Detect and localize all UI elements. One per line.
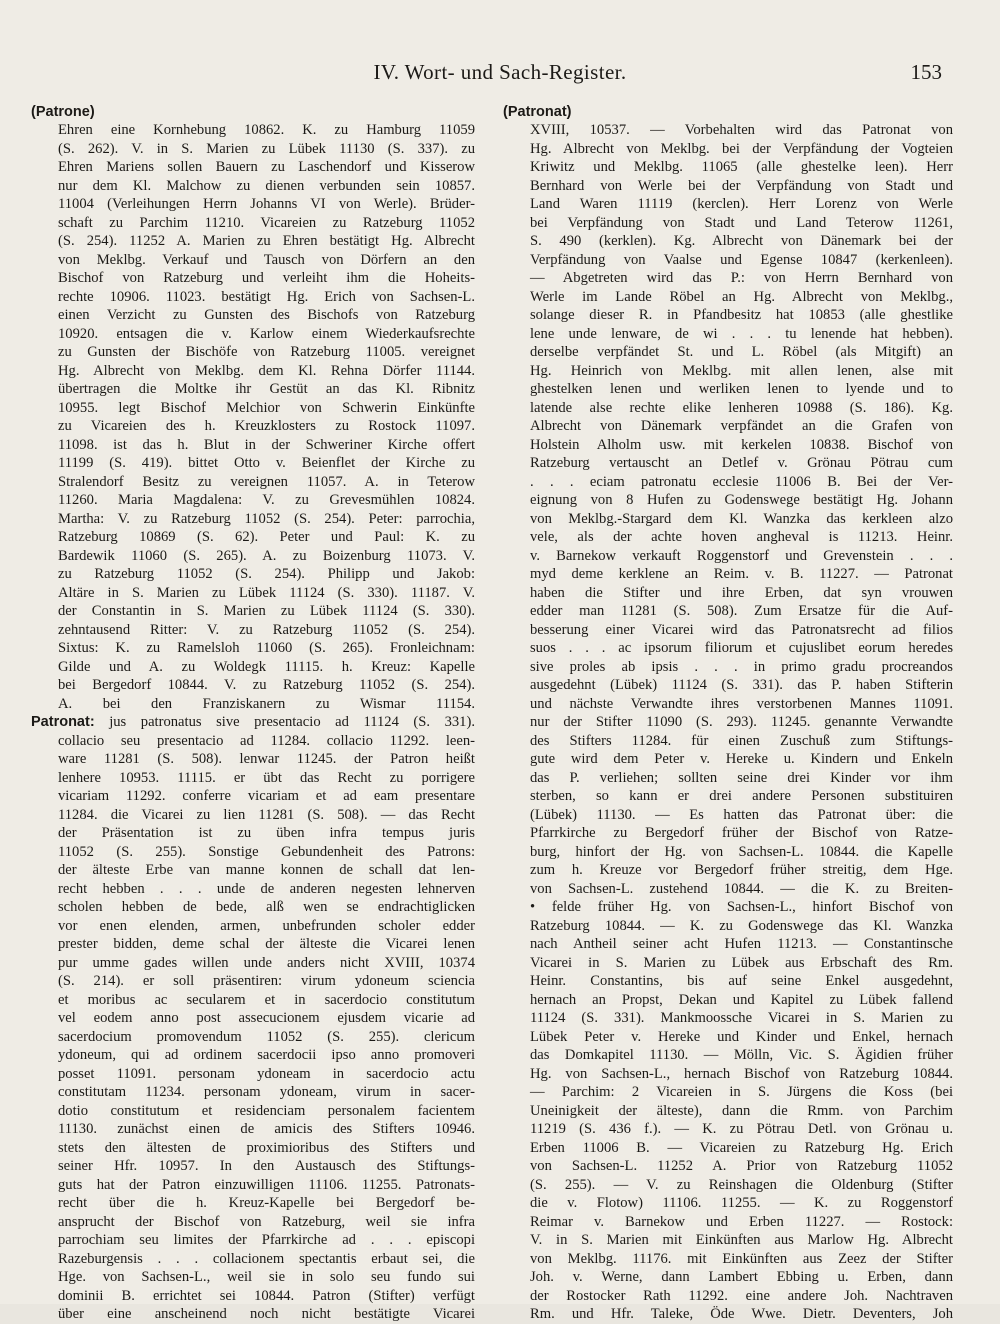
text-line: 11130. zunächst einen de amicis des Stifters 10946. bbox=[58, 1121, 475, 1137]
text-line: Albrecht von Dänemark verpfändet an die Grafen von bbox=[530, 418, 953, 434]
text-line: sacerdocium promovendum 11052 (S. 255). clericum bbox=[58, 1028, 475, 1045]
text-line: A. bei den Franziskanern zu Wismar 11154. bbox=[58, 695, 475, 712]
text-line: seiner Hfr. 10957. In den Austausch des Stiftungs- bbox=[58, 1158, 475, 1174]
text-line: eignung von 8 Hufen zu Godenswege bestätigt Hg. Johann bbox=[530, 492, 953, 508]
text-line: latende alse rechte elike lenheren 10988 (S. 186). Kg. bbox=[530, 399, 953, 416]
text-line: über eine anscheinend noch nicht bestätigte Vicarei bbox=[58, 1306, 475, 1322]
text-line: Sixtus: K. zu Ramelsloh 11060 (S. 265). Fronleichnam: bbox=[58, 640, 475, 656]
text-line: Ratzeburg 10844. — K. zu Godenswege das Kl. Wanzka bbox=[530, 917, 953, 934]
text-line: 11052 (S. 255). Sonstige Gebundenheit des Patrons: bbox=[58, 843, 475, 860]
text-line: von Meklbg. Verkauf und Tausch von Dörfern an den bbox=[58, 251, 475, 268]
page-title: IV. Wort- und Sach-Register. bbox=[373, 60, 627, 84]
text-line: Ehren Mariens sollen Bauern zu Laschendorf und Kisserow bbox=[58, 159, 475, 175]
text-line: V. in S. Marien mit Einkünften aus Marlow Hg. Albrecht bbox=[530, 1232, 953, 1248]
text-line: (S. 214). er soll präsentiren: virum ydoneum sciencia bbox=[58, 973, 475, 989]
text-line: suos . . . ac ipsorum filiorum et cujuslibet eorum heredes bbox=[530, 640, 953, 656]
text-line: bei Bergedorf 10844. V. zu Ratzeburg 11052 (S. 254). bbox=[58, 677, 475, 693]
text-line: Razeburgensis . . . collacionem spectantis erbaut sei, die bbox=[58, 1250, 475, 1267]
text-line: bei Verpfändung von Stadt und Land Teterow 11261, bbox=[530, 214, 953, 231]
text-line: der Rostocker Rath 11292. eine andere Joh. Nachtraven bbox=[530, 1287, 953, 1304]
text-line: übertragen die Moltke ihr Gestüt an das Kl. Ribnitz bbox=[58, 381, 475, 397]
text-line: dominii B. errichtet sei 10844. Patron (Stifter) verfügt bbox=[58, 1287, 475, 1304]
text-line: ausgedehnt (Lübek) 11124 (S. 331). das P. haben Stifterin bbox=[530, 677, 953, 693]
text-line: burg, hinfort der Hg. von Sachsen-L. 10844. die Kapelle bbox=[530, 843, 953, 860]
text-line: Joh. v. Werne, dann Lambert Ebbing u. Erben, dann bbox=[530, 1269, 953, 1285]
text-line: ydoneum, qui ad ordinem sacerdocii ipso anno promoveri bbox=[58, 1047, 475, 1063]
text-line: nur der Stifter 11090 (S. 293). 11245. genannte Verwandte bbox=[530, 714, 953, 730]
text-line: besserung einer Vicarei wird das Patronatsrecht ad filios bbox=[530, 621, 953, 638]
text-line: 11284. die Vicarei zu lien 11281 (S. 508). — das Recht bbox=[58, 806, 475, 823]
text-line: (S. 262). V. in S. Marien zu Lübek 11130 (S. 337). zu bbox=[58, 140, 475, 157]
text-line bbox=[31, 713, 475, 732]
text-line: Ehren eine Kornhebung 10862. K. zu Hamburg 11059 bbox=[58, 122, 475, 138]
text-line: 11199 (S. 419). bittet Otto v. Beienflet der Kirche zu bbox=[58, 455, 475, 471]
text-line: et moribus ac secularem et in sacerdocio constitutum bbox=[58, 991, 475, 1008]
text-line: Bischof von Ratzeburg und verleiht ihm die Hoheits- bbox=[58, 270, 475, 286]
text-line: . . . eciam patronatu ecclesie 11006 B. Bei der Ver- bbox=[530, 473, 953, 490]
text-line: Land Waren 11119 (kerclen). Herr Lorenz von Werle bbox=[530, 196, 953, 212]
text-line: von Sachsen-L. zustehend 10844. — die K. zu Breiten- bbox=[530, 880, 953, 897]
text-line: 10920. entsagen die v. Karlow einem Wiederkaufsrechte bbox=[58, 325, 475, 342]
text-line: lenhere 10953. 11115. er übt das Recht zu porrigere bbox=[58, 769, 475, 786]
text-line: — Parchim: 2 Vicareien in S. Jürgens die Koss (bei bbox=[530, 1084, 953, 1100]
text-line: (Lübek) 11130. — Es hatten das Patronat über: die bbox=[530, 806, 953, 823]
continued-heading-left: (Patrone) bbox=[31, 104, 95, 120]
text-line: ware 11281 (S. 508). lenwar 11245. der Patron heißt bbox=[58, 751, 475, 767]
text-line: von Meklbg.-Stargard dem Kl. Wanzka das kerkleen alzo bbox=[530, 510, 953, 527]
text-line: Hg. Heinrich von Meklbg. mit allen lenen, alse mit bbox=[530, 362, 953, 379]
text-line: Ratzeburg 10869 (S. 62). Peter und Paul: K. zu bbox=[58, 529, 475, 545]
entry-patronat bbox=[31, 713, 475, 1324]
text-line: • felde früher Hg. von Sachsen-L., hinfort Bischof von bbox=[530, 899, 953, 915]
text-line: 11219 (S. 436 f.). — K. zu Pötrau Detl. von Grönau u. bbox=[530, 1121, 953, 1137]
text-line: ansprucht der Bischof von Ratzeburg, weil sie infra bbox=[58, 1213, 475, 1230]
text-line: vel eodem anno post assecucionem ejusdem vicarie ad bbox=[58, 1010, 475, 1026]
text-line: XVIII, 10537. — Vorbehalten wird das Patronat von bbox=[530, 122, 953, 138]
text-line: zum h. Kreuze vor Bergedorf früher streitig, dem Hge. bbox=[530, 862, 953, 878]
page-number: 153 bbox=[910, 60, 942, 84]
text-line: zu Ratzeburg 11052 (S. 254). Philipp und Jakob: bbox=[58, 566, 475, 582]
text-line: dotio constitutum et residenciam personalem facientem bbox=[58, 1102, 475, 1119]
text-line: gute wird dem Peter v. Hereke u. Kindern und Enkeln bbox=[530, 751, 953, 767]
text-line: Hg. Albrecht von Meklbg. bei der Verpfändung der Vogteien bbox=[530, 140, 953, 157]
text-line: collacio seu presentacio ad 11284. collacio 11292. leen- bbox=[58, 732, 475, 749]
text-line: Heinr. Constantins, bis auf seine Enkel ausgedehnt, bbox=[530, 973, 953, 989]
text-line: vicariam 11292. conferre vicariam et ad eam presentare bbox=[58, 788, 475, 804]
text-line: Pfarrkirche zu Bergedorf früher der Bischof von Ratze- bbox=[530, 825, 953, 841]
text-line: lene unde lenware, de wi . . . tu lenende hat hebben). bbox=[530, 325, 953, 342]
text-line: Lübek Peter v. Hereke und Kinder und Enkel, hernach bbox=[530, 1028, 953, 1045]
text-line: der Constantin in S. Marien zu Lübek 11124 (S. 330). bbox=[58, 603, 475, 619]
text-line: zu Gunsten der Bischöfe von Ratzeburg 11005. vereignet bbox=[58, 344, 475, 360]
text-line: Stralendorf Besitz zu vereignen 11057. A. in Teterow bbox=[58, 473, 475, 490]
text-line: vele, als der achte hoven angheval is 11213. Heinr. bbox=[530, 529, 953, 545]
text-line: recht über die h. Kreuz-Kapelle bei Bergedorf be- bbox=[58, 1195, 475, 1211]
text-line: Kriwitz und Meklbg. 11065 (alle ghestelke leen). Herr bbox=[530, 159, 953, 175]
left-column bbox=[31, 103, 475, 1322]
text-line: des Stifters 11284. für einen Zuschuß zum Stiftungs- bbox=[530, 732, 953, 749]
text-line: Hge. von Sachsen-L., weil sie in solo seu fundo sui bbox=[58, 1269, 475, 1285]
text-line: und nächste Verwandte ihres verstorbenen Mannes 11091. bbox=[530, 695, 953, 712]
left-column-text bbox=[31, 121, 475, 713]
text-line: guts hat der Patron einzuwilligen 11106. 11255. Patronats- bbox=[58, 1176, 475, 1193]
text-line: hernach an Propst, Dekan und Kapitel zu Lübek fallend bbox=[530, 991, 953, 1008]
text-line: Erben 11006 B. — Vicareien zu Ratzeburg Hg. Erich bbox=[530, 1139, 953, 1156]
text-line: Martha: V. zu Ratzeburg 11052 (S. 254). Peter: parrochia, bbox=[58, 510, 475, 527]
text-line: myd deme kerklene an Reim. v. B. 11227. — Patronat bbox=[530, 566, 953, 582]
text-line: Bernhard von Werle bei der Verpfändung von Stadt und bbox=[530, 177, 953, 194]
text-line: S. 490 (kerklen). Kg. Albrecht von Dänemark bei der bbox=[530, 233, 953, 249]
text-line: edder man 11281 (S. 508). Zum Ersatze für die Auf- bbox=[530, 603, 953, 619]
text-line: sive proles ab ipsis . . . in primo gradu procreandos bbox=[530, 658, 953, 675]
text-line: posset 11091. personam ydoneam in sacerdocio actu bbox=[58, 1065, 475, 1082]
text-line: Rm. und Hfr. Taleke, Öde Wwe. Dietr. Deventers, Joh bbox=[530, 1306, 953, 1322]
text-line: zehntausend Ritter: V. zu Ratzeburg 11052 (S. 254). bbox=[58, 621, 475, 638]
text-line: Reimar v. Barnekow und Erben 11227. — Rostock: bbox=[530, 1213, 953, 1230]
text-line: scholen hebben de bede, alß wen se endrachtiglicken bbox=[58, 899, 475, 915]
text-line: prester bidden, deme schal der älteste die Vicarei lenen bbox=[58, 936, 475, 952]
text-line: von Sachsen-L. 11252 A. Prior von Ratzeburg 11052 bbox=[530, 1158, 953, 1174]
text-line: haben die Stifter und ihre Erben, dat syn vrouwen bbox=[530, 584, 953, 601]
text-line: die v. Flotow) 11106. 11255. — K. zu Roggenstorf bbox=[530, 1195, 953, 1211]
text-line: stets den ältesten de proximioribus des Stifters und bbox=[58, 1139, 475, 1156]
text-line: Hg. Albrecht von Meklbg. dem Kl. Rehna Dörfer 11144. bbox=[58, 362, 475, 379]
text-line: schaft zu Parchim 11210. Vicareien zu Ratzeburg 11052 bbox=[58, 214, 475, 231]
text-line: (S. 254). 11252 A. Marien zu Ehren bestätigt Hg. Albrecht bbox=[58, 233, 475, 249]
text-line: Ratzeburg vertauscht an Detlef v. Grönau Pötrau cum bbox=[530, 455, 953, 471]
text-line: recht hebben . . . unde de anderen negesten lehnerven bbox=[58, 880, 475, 897]
text-line: (S. 255). — V. zu Reinshagen die Oldenburg (Stifter bbox=[530, 1176, 953, 1193]
text-line: von Meklbg. 11176. mit Einkünften aus Zeez der Stifter bbox=[530, 1250, 953, 1267]
text-line: nur dem Kl. Malchow zu dienen verbunden sein 10857. bbox=[58, 177, 475, 194]
text-line: ghestelken lenen und werliken lenen to lyende und to bbox=[530, 381, 953, 397]
text-line: nach Antheil seiner acht Hufen 11213. — Constantinsche bbox=[530, 936, 953, 952]
text-line: derselbe verpfändet St. und L. Röbel (als Mitgift) an bbox=[530, 344, 953, 360]
right-column-text bbox=[503, 121, 953, 1324]
continued-heading-right: (Patronat) bbox=[503, 104, 572, 120]
text-line: — Abgetreten wird das P.: von Herrn Bernhard von bbox=[530, 270, 953, 286]
text-line: 11260. Maria Magdalena: V. zu Grevesmühlen 10824. bbox=[58, 492, 475, 508]
text-line: Hg. von Sachsen-L., hernach Bischof von Ratzeburg 10844. bbox=[530, 1065, 953, 1082]
text-line: vor enen elenden, armen, unbefrunden scholer edder bbox=[58, 917, 475, 934]
text-line: parrochiam seu limites der Pfarrkirche ad . . . episcopi bbox=[58, 1232, 475, 1248]
text-line: Holstein Alholm usw. mit kerkelen 10838. Bischof von bbox=[530, 436, 953, 453]
text-line: Uneinigkeit der älteste), dann die Rmm. von Parchim bbox=[530, 1102, 953, 1119]
text-line: 10955. legt Bischof Melchior von Schwerin Einkünfte bbox=[58, 399, 475, 416]
text-line: der Präsentation ist zu üben infra tempus juris bbox=[58, 825, 475, 841]
text-line: pur umme gades willen unde anders nicht XVIII, 10374 bbox=[58, 954, 475, 971]
text-line: Werle im Lande Röbel an Hg. Albrecht von Meklbg., bbox=[530, 288, 953, 305]
text-line: 11004 (Verleihungen Herrn Johanns VI von Werle). Brüder- bbox=[58, 196, 475, 212]
text-line: rechte 10906. 11023. bestätigt Hg. Erich von Sachsen-L. bbox=[58, 288, 475, 305]
text-line: Vicarei in S. Marien zu Lübek aus Erbschaft des Rm. bbox=[530, 954, 953, 971]
entry-text: jus patronatus sive presentacio ad 11124 (S. 331). bbox=[94, 714, 475, 730]
text-line: das Domkapitel 11130. — Mölln, Vic. S. Ägidien früher bbox=[530, 1047, 953, 1063]
text-line: Gilde und A. zu Woldegk 11115. h. Kreuz: Kapelle bbox=[58, 658, 475, 675]
text-line: das P. verliehen; sollten seine drei Kinder vor ihm bbox=[530, 769, 953, 786]
text-line: 11124 (S. 331). Mankmoossche Vicarei in S. Marien zu bbox=[530, 1010, 953, 1026]
text-line: constitutam 11234. personam ydoneam, virum in sacer- bbox=[58, 1084, 475, 1100]
text-line: 11098. ist das h. Blut in der Schweriner Kirche offert bbox=[58, 436, 475, 453]
text-line: zu Vicareien des h. Kreuzklosters zu Rostock 11097. bbox=[58, 418, 475, 434]
running-header bbox=[0, 60, 1000, 92]
entry-label: Patronat: bbox=[31, 714, 95, 730]
text-line: solange dieser R. in Pfandbesitz hat 10853 (alle ghestlike bbox=[530, 307, 953, 323]
text-line: sterben, so kann er drei andere Personen substituiren bbox=[530, 788, 953, 804]
text-line: der älteste Erbe van manne konnen de schall dat len- bbox=[58, 862, 475, 878]
text-line: Bardewik 11060 (S. 265). A. zu Boizenburg 11073. V. bbox=[58, 547, 475, 564]
right-column bbox=[503, 103, 953, 1322]
text-line: Altäre in S. Marien zu Lübek 11124 (S. 330). 11187. V. bbox=[58, 584, 475, 601]
text-line: v. Barnekow verkauft Roggenstorf und Grevenstein . . . bbox=[530, 547, 953, 564]
text-line: Verpfändung von Vaalse und Egense 10847 (kerkenleen). bbox=[530, 251, 953, 268]
text-line: einen Verzicht zu Gunsten des Bischofs von Ratzeburg bbox=[58, 307, 475, 323]
